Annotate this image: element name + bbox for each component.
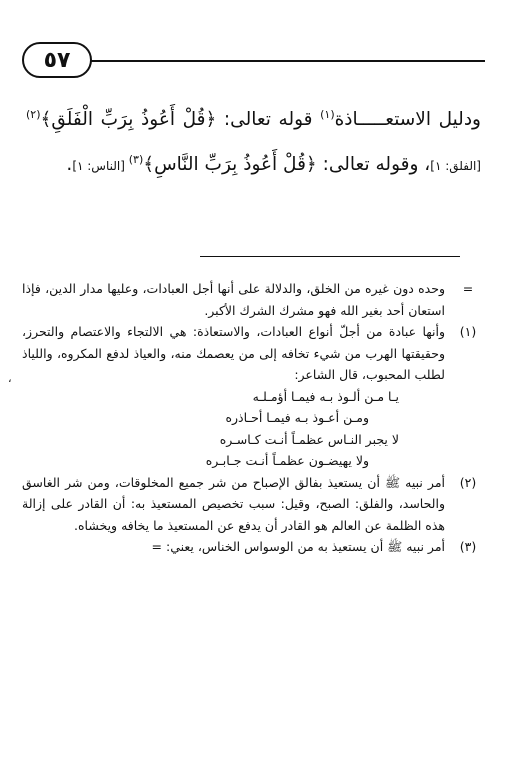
poem-line-2: ومـن أعـوذ بـه فيمـا أحـاذره: [225, 410, 369, 425]
poem-line-1: يـا مـن ألـوذ بـه فيمـا أؤمـلـه: [252, 388, 399, 404]
quran-ref-1: [الفلق: ١]: [430, 159, 481, 173]
header-rule: [90, 60, 485, 62]
footnote-1-number: (١): [459, 324, 477, 339]
main-line2: ، وقوله تعالى: ﴿قُلْ أَعُوذُ بِرَبِّ النَّاسِ﴾: [143, 154, 431, 175]
main-line1b: قوله تعالى: ﴿قُلْ أَعُوذُ بِرَبِّ الْفَلَقِ﴾: [40, 109, 321, 130]
poem-line-4: ولا يهيضـون عظمـاً أنـت جـابـره: [205, 453, 369, 468]
page-number: ٥٧: [43, 47, 71, 73]
continuation-text: وحده دون غيره من الخلق، والدلالة على أنها أجل العبادات، وعليها مدار الدين، فإذا استعان أحد بغير الله فهو مشرك الشرك الأكبر.: [22, 281, 445, 318]
footnote-ref-1: (١): [320, 107, 335, 121]
poem-verse: [22, 429, 485, 451]
footnote-2-text: أمر نبيه ﷺ أن يستعيذ بفالق الإصباح من شر جميع المخلوقات، ومن شر الغاسق والحاسد، والفلق: الصبح، وقيل: سبب تخصيص المستعيذ به: أن القادر على إزالة هذه الظلمة عن العالم هو القادر أن يدفع عن المستعيذ ما يخافه ويخشاه.: [22, 474, 445, 533]
poem-verse: [22, 450, 485, 472]
page-number-badge: [22, 42, 92, 78]
quran-ref-2: [الناس: ١]: [72, 159, 129, 173]
main-text: [26, 98, 481, 188]
main-paragraph: [26, 98, 481, 188]
footnote-3-number: (٣): [459, 539, 477, 554]
poem-verse: [22, 386, 485, 408]
main-line1: ودليل الاستعـــــاذة: [334, 109, 481, 130]
footnote-separator: [200, 256, 460, 257]
main-end: .: [66, 154, 73, 175]
continuation-marker: =: [462, 281, 474, 296]
footnotes: [22, 278, 485, 558]
poem-line-3: لا يجبر النـاس عظمـاً أنـت كـاسـره: [219, 431, 399, 447]
poem-verse: [22, 407, 485, 429]
footnote-continuation: [22, 278, 485, 321]
side-marker: ،: [8, 372, 12, 385]
footnote-3-text: أمر نبيه ﷺ أن يستعيذ به من الوسواس الخناس، يعني: =: [151, 539, 445, 554]
footnote-ref-2: (٢): [26, 107, 41, 121]
footnote-2: [22, 472, 485, 537]
footnote-1-text: وأنها عبادة من أجلّ أنواع العبادات، والاستعاذة: هي الالتجاء والاعتصام والتحرز، وحقيقتها الهرب من شيء تخافه إلى من يعصمك منه، والعياذ لدفع المكروه، واللياذ لطلب المحبوب، قال الشاعر:: [22, 324, 445, 382]
footnote-1: [22, 321, 485, 386]
footnote-ref-3: (٣): [128, 152, 144, 166]
footnote-3: [22, 536, 485, 558]
footnote-2-number: (٢): [459, 474, 477, 490]
